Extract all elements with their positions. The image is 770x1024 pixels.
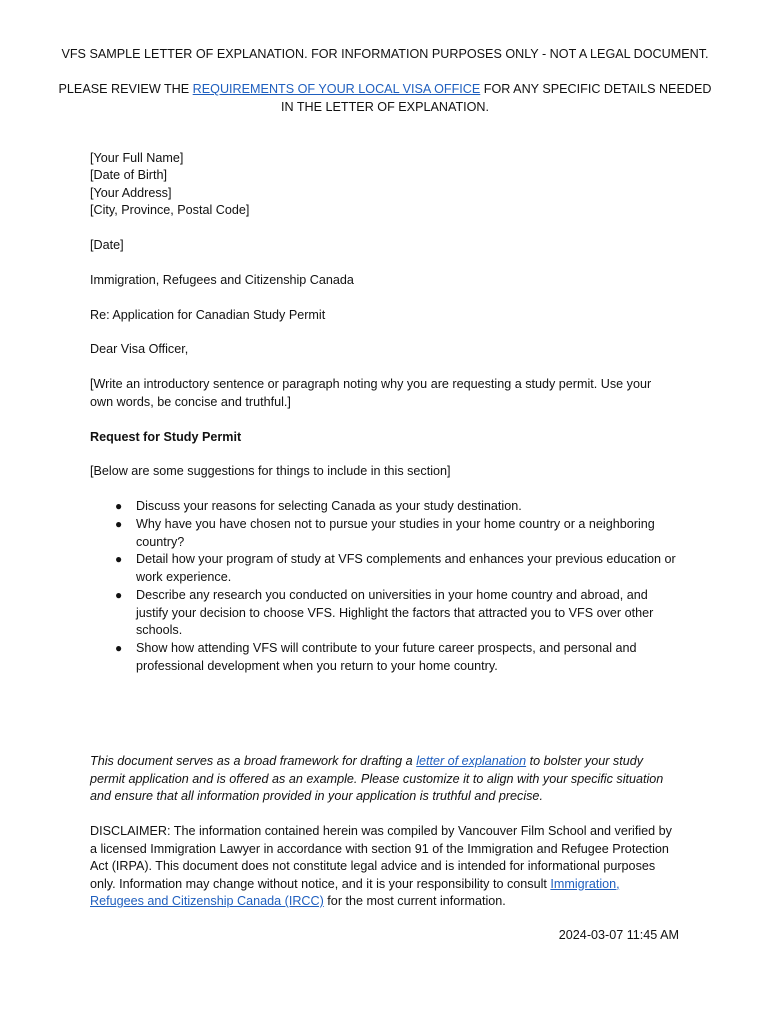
bullet-icon: ● (115, 552, 123, 566)
list-item: Detail how your program of study at VFS complements and enhances your previous education or work experience. (136, 552, 676, 584)
sender-address: [Your Address] (90, 186, 172, 200)
bullet-icon: ● (115, 499, 123, 513)
review-suffix: FOR ANY SPECIFIC DETAILS NEEDED (480, 82, 712, 96)
intro-line-2: own words, be concise and truthful.] (90, 395, 291, 409)
list-item: Why have you have chosen not to pursue your studies in your home country or a neighboring country? (136, 517, 655, 549)
notice-text: VFS SAMPLE LETTER OF EXPLANATION. FOR INFORMATION PURPOSES ONLY - NOT A LEGAL DOCUMENT. (61, 47, 709, 61)
suggestions-note: [Below are some suggestions for things to include in this section] (90, 464, 451, 478)
disclaimer-paragraph: DISCLAIMER: The information contained herein was compiled by Vancouver Film School and verified by a licensed Immigration Lawyer in accordance with section 91 of the Immigration and Refugee Protection Act (IRPA). This document does not constitute legal advice and is intended for informational purposes only. Information may change without notice, and it is your responsibility to consult Immigration, Refugees and Citizenship Canada (IRCC) for the most current information. (90, 824, 672, 908)
salutation: Dear Visa Officer, (90, 342, 189, 356)
review-line-2 (0, 99, 770, 117)
framework-paragraph: This document serves as a broad framework for drafting a letter of explanation to bolster your study permit application and is offered as an example. Please customize it to align with your specific situation and ensure that all information provided in your application is truthful and precise. (90, 754, 664, 803)
list-item: Show how attending VFS will contribute to your future career prospects, and personal and professional development when you return to your home country. (136, 641, 637, 673)
sender-name: [Your Full Name] (90, 151, 184, 165)
ircc-link-part-2[interactable]: Refugees and Citizenship Canada (IRCC) (90, 894, 324, 908)
sender-city: [City, Province, Postal Code] (90, 203, 250, 217)
letter-of-explanation-link[interactable]: letter of explanation (416, 754, 527, 768)
intro-line-1: [Write an introductory sentence or paragraph noting why you are requesting a study permit. Use your (90, 377, 652, 391)
letter-date: [Date] (90, 238, 124, 252)
bullet-icon: ● (115, 641, 123, 655)
review-line (0, 81, 770, 99)
notice-line (0, 46, 770, 64)
review-line2-text: IN THE LETTER OF EXPLANATION. (280, 100, 490, 114)
timestamp: 2024-03-07 11:45 AM (558, 928, 679, 942)
bullet-icon: ● (115, 588, 123, 602)
recipient: Immigration, Refugees and Citizenship Canada (90, 273, 354, 287)
section-heading: Request for Study Permit (90, 430, 242, 444)
list-item: Discuss your reasons for selecting Canada as your study destination. (136, 499, 522, 513)
sender-dob: [Date of Birth] (90, 168, 167, 182)
list-item: Describe any research you conducted on universities in your home country and abroad, and justify your decision to choose VFS. Highlight the factors that attracted you to VFS over other schools. (136, 588, 654, 637)
visa-office-requirements-link[interactable]: REQUIREMENTS OF YOUR LOCAL VISA OFFICE (192, 82, 481, 96)
ircc-link-part-1[interactable]: Immigration, (550, 876, 620, 891)
re-line: Re: Application for Canadian Study Permit (90, 308, 326, 322)
review-prefix: PLEASE REVIEW THE (58, 82, 193, 96)
bullet-icon: ● (115, 517, 123, 531)
